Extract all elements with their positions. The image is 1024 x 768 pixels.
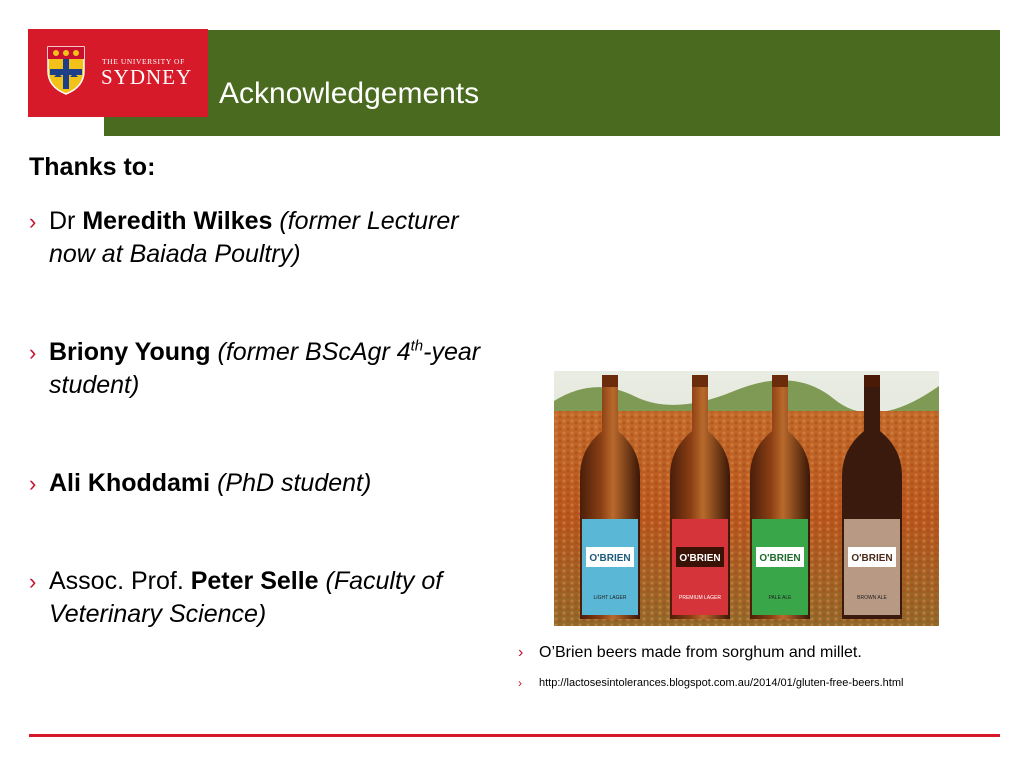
- source-link[interactable]: http://lactosesintolerances.blogspot.com.au/2014/01/gluten-free-beers.html: [539, 677, 904, 689]
- acknowledgement-item: [29, 205, 509, 271]
- ack-name: Meredith Wilkes: [82, 207, 273, 235]
- ack-name: Ali Khoddami: [49, 469, 211, 497]
- logo-line-1: THE UNIVERSITY OF: [102, 57, 185, 66]
- acknowledgement-item: [29, 565, 509, 631]
- ack-note-end: -year student): [49, 338, 481, 399]
- bullet-icon: ›: [29, 340, 37, 365]
- thanks-heading: Thanks to:: [29, 153, 156, 181]
- ack-note: (former Lecturer now at Baiada Poultry): [49, 207, 459, 268]
- bottle-variety-label: PREMIUM LAGER: [679, 595, 721, 601]
- ack-name: Peter Selle: [190, 567, 319, 595]
- ack-prefix: Dr: [49, 207, 83, 235]
- caption-item: [518, 642, 903, 664]
- beer-bottles-photo: [554, 371, 939, 626]
- caption-list: [518, 642, 903, 690]
- bottle-brand-label: O'BRIEN: [759, 553, 801, 564]
- footer-divider: [29, 734, 1000, 737]
- bullet-icon: ›: [518, 644, 524, 661]
- bottle-brand-label: O'BRIEN: [679, 553, 721, 564]
- bullet-icon: ›: [29, 569, 37, 594]
- ack-note: (PhD student): [217, 469, 372, 497]
- ack-prefix: Assoc. Prof.: [49, 567, 191, 595]
- slide-title: Acknowledgements: [219, 77, 480, 110]
- logo-line-2: SYDNEY: [101, 65, 193, 89]
- bottle-brand-label: O'BRIEN: [851, 553, 893, 564]
- university-crest-icon: [46, 45, 86, 95]
- acknowledgement-item: [29, 336, 509, 402]
- caption-item: [518, 676, 903, 690]
- acknowledgement-item: [29, 467, 509, 500]
- university-logo: [28, 29, 208, 117]
- bullet-icon: ›: [29, 471, 37, 496]
- bullet-icon: ›: [518, 676, 522, 690]
- bottle-variety-label: BROWN ALE: [857, 595, 887, 601]
- bottle-variety-label: PALE ALE: [768, 595, 792, 601]
- ack-note-superscript: th: [410, 337, 424, 355]
- ack-note: (Faculty of Veterinary Science): [49, 567, 443, 628]
- bottle-brand-label: O'BRIEN: [589, 553, 631, 564]
- ack-note: (former BScAgr 4: [217, 338, 411, 366]
- caption-text: O’Brien beers made from sorghum and millet.: [539, 644, 862, 661]
- bottle-variety-label: LIGHT LAGER: [593, 595, 627, 601]
- ack-name: Briony Young: [49, 338, 211, 366]
- bullet-icon: ›: [29, 209, 37, 234]
